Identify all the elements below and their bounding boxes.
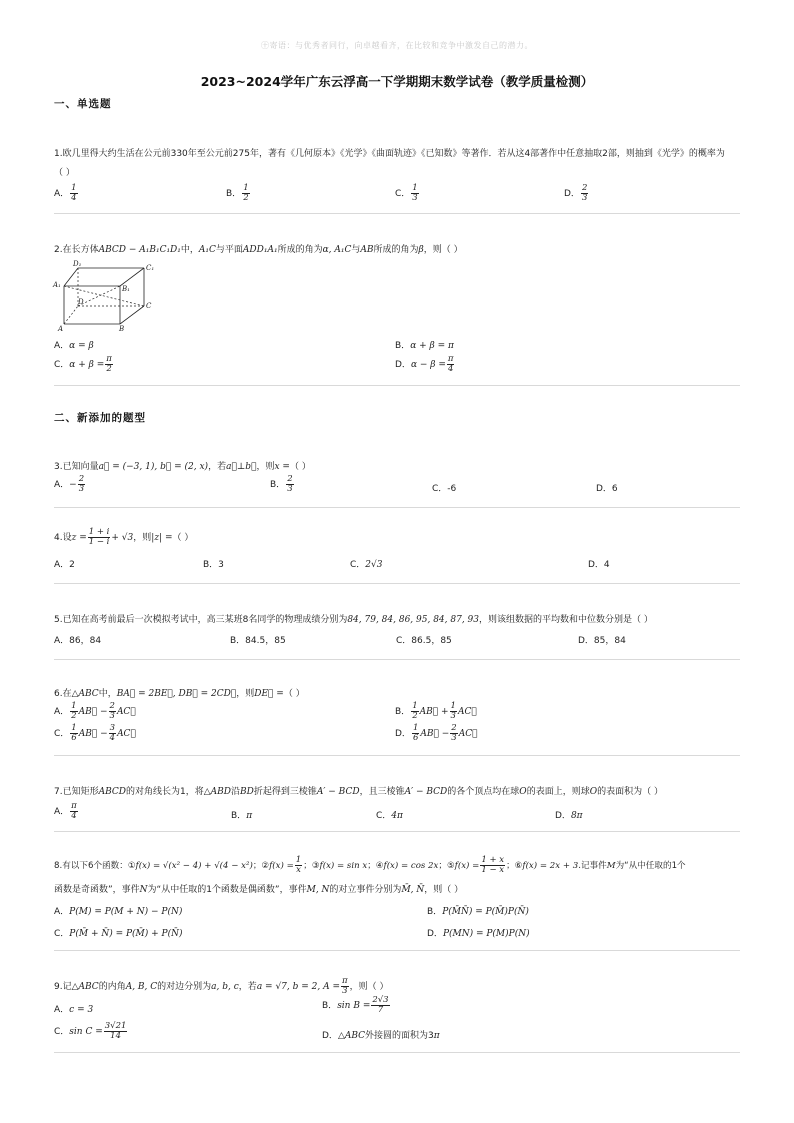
question-5-option-a[interactable]: A．86，84 bbox=[54, 636, 102, 646]
label-d: D bbox=[78, 298, 84, 306]
question-5-text: 5.已知在高考前最后一次模拟考试中，高三某班8名同学的物理成绩分别为84, 79, 84, 86, 95, 84, 87, 93，则该组数据的平均数和中位数分别是（ ） bbox=[54, 615, 653, 625]
question-6-option-b[interactable]: B． $\frac{1}{2}$ AB⃗ + $\frac{1}{3}$ AC⃗ bbox=[395, 701, 477, 721]
question-8-option-c[interactable]: C．P(M̄ + N̄) = P(M̄) + P(N̄) bbox=[54, 929, 183, 939]
divider bbox=[54, 755, 740, 756]
question-3-option-b[interactable]: B． $\frac{2}{3}$ bbox=[270, 474, 293, 494]
question-6-option-a[interactable]: A． $\frac{1}{2}$ AB⃗ − $\frac{2}{3}$ AC⃗ bbox=[54, 701, 136, 721]
section-heading-new-types: 二、新添加的题型 bbox=[54, 412, 146, 424]
divider bbox=[54, 659, 740, 660]
label-c1: C₁ bbox=[146, 264, 155, 272]
divider bbox=[54, 583, 740, 584]
question-9-option-d[interactable]: D．△ABC外接圆的面积为3π bbox=[322, 1031, 440, 1041]
question-8-option-a[interactable]: A．P(M) = P(M + N) − P(N) bbox=[54, 907, 183, 917]
divider bbox=[54, 507, 740, 508]
question-6-option-d[interactable]: D． $\frac{1}{6}$ AB⃗ − $\frac{2}{3}$ AC⃗ bbox=[395, 723, 478, 743]
watermark: ㊉寄语：与优秀者同行，向卓越看齐，在比较和竞争中激发自己的潜力。 bbox=[261, 41, 533, 50]
question-6-option-c[interactable]: C． $\frac{1}{6}$ AB⃗ − $\frac{3}{4}$ AC⃗ bbox=[54, 723, 136, 743]
question-1-option-a[interactable]: A． $\frac{1}{4}$ bbox=[54, 183, 77, 203]
label-c: C bbox=[146, 302, 152, 310]
label-b: B bbox=[119, 325, 125, 332]
question-1-text: 1.欧几里得大约生活在公元前330年至公元前275年，著有《几何原本》《光学》《曲面轨迹》《已知数》等著作．若从这4部著作中任意抽取2部，则抽到《光学》的概率为 bbox=[54, 149, 725, 159]
question-9-option-a[interactable]: A．c = 3 bbox=[54, 1005, 94, 1015]
question-4-text: 4.设z = $\frac{1 + i}{1 - i}$ + √3，则|z| =（ ） bbox=[54, 527, 194, 547]
label-a1: A₁ bbox=[53, 281, 61, 289]
question-3-option-d[interactable]: D．6 bbox=[596, 484, 618, 494]
question-8-text-cont: 函数是奇函数”，事件N为“从中任取的1个函数是偶函数”，事件M, N的对立事件分别为M̄, N̄，则（ ） bbox=[54, 885, 464, 895]
divider bbox=[54, 950, 740, 951]
question-7-option-d[interactable]: D．8π bbox=[555, 811, 583, 821]
question-6-text: 6.在△ABC中，BA⃗ = 2BE⃗, DB⃗ = 2CD⃗，则DE⃗ =（ ） bbox=[54, 689, 305, 699]
question-2-text: 2.在长方体ABCD − A₁B₁C₁D₁中，A₁C与平面ADD₁A₁所成的角为α, A₁C与AB所成的角为β，则（ ） bbox=[54, 245, 463, 255]
question-4-option-b[interactable]: B．3 bbox=[203, 560, 224, 570]
question-5-option-d[interactable]: D．85，84 bbox=[578, 636, 626, 646]
page-title: 2023~2024学年广东云浮高一下学期期末数学试卷（教学质量检测） bbox=[200, 74, 594, 89]
question-1-option-b[interactable]: B． $\frac{1}{2}$ bbox=[226, 183, 249, 203]
question-2-option-b[interactable]: B．α + β = π bbox=[395, 341, 454, 351]
question-9-option-b[interactable]: B．sin B = $\frac{2√3}{7}$ bbox=[322, 995, 389, 1015]
divider bbox=[54, 831, 740, 832]
question-9-option-c[interactable]: C．sin C = $\frac{3√21}{14}$ bbox=[54, 1021, 127, 1041]
question-3-text: 3.已知向量a⃗ = (−3, 1), b⃗ = (2, x)，若a⃗⊥b⃗，则x =（ ） bbox=[54, 462, 311, 472]
question-2-option-a[interactable]: A．α = β bbox=[54, 341, 94, 351]
question-3-option-c[interactable]: C．-6 bbox=[432, 484, 457, 494]
question-8-option-d[interactable]: D．P(MN) = P(M)P(N) bbox=[427, 929, 530, 939]
question-1-option-c[interactable]: C． $\frac{1}{3}$ bbox=[395, 183, 418, 203]
label-a: A bbox=[58, 325, 64, 332]
question-7-option-c[interactable]: C．4π bbox=[376, 811, 403, 821]
cuboid-figure bbox=[52, 258, 156, 332]
label-d1: D₁ bbox=[73, 260, 82, 268]
question-1-option-d[interactable]: D． $\frac{2}{3}$ bbox=[564, 183, 588, 203]
section-heading-single-choice: 一、单选题 bbox=[54, 98, 112, 110]
question-7-text: 7.已知矩形ABCD的对角线长为1，将△ABD沿BD折起得到三棱锥A′ − BCD，且三棱锥A′ − BCD的各个顶点均在球O的表面上，则球O的表面积为（ ） bbox=[54, 787, 663, 797]
divider bbox=[54, 1052, 740, 1053]
label-b1: B₁ bbox=[122, 285, 130, 293]
question-4-option-c[interactable]: C．2√3 bbox=[350, 560, 383, 570]
question-8-option-b[interactable]: B．P(M̄N̄) = P(M̄)P(N̄) bbox=[427, 907, 529, 917]
divider bbox=[54, 385, 740, 386]
question-1-text-cont: （ ） bbox=[54, 168, 75, 178]
question-2-option-c[interactable]: C．α + β = $\frac{\pi}{2}$ bbox=[54, 354, 112, 374]
question-7-option-b[interactable]: B．π bbox=[231, 811, 253, 821]
question-2-option-d[interactable]: D．α − β = $\frac{\pi}{4}$ bbox=[395, 354, 454, 374]
question-7-option-a[interactable]: A． $\frac{\pi}{4}$ bbox=[54, 801, 77, 821]
question-4-option-a[interactable]: A．2 bbox=[54, 560, 75, 570]
question-5-option-c[interactable]: C．86.5，85 bbox=[396, 636, 452, 646]
question-3-option-a[interactable]: A．− $\frac{2}{3}$ bbox=[54, 474, 85, 494]
question-8-text: 8.有以下6个函数：①f(x) = √(x² − 4) + √(4 − x²)；②f(x) = $\frac{1}{x}$ ；③f(x) = sin x；④f(x) = cos 2x；⑤f(x) = $\frac{1 + x}{1 - x}$ ；⑥f(x) = 2x + 3.记事件M为“从中任取的1个 bbox=[54, 855, 686, 875]
question-9-text: 9.记△ABC的内角A, B, C的对边分别为a, b, c，若a = √7, b = 2, A = $\frac{\pi}{3}$ ，则（ ） bbox=[54, 976, 389, 996]
divider bbox=[54, 213, 740, 214]
question-4-option-d[interactable]: D．4 bbox=[588, 560, 610, 570]
question-5-option-b[interactable]: B．84.5，85 bbox=[230, 636, 286, 646]
